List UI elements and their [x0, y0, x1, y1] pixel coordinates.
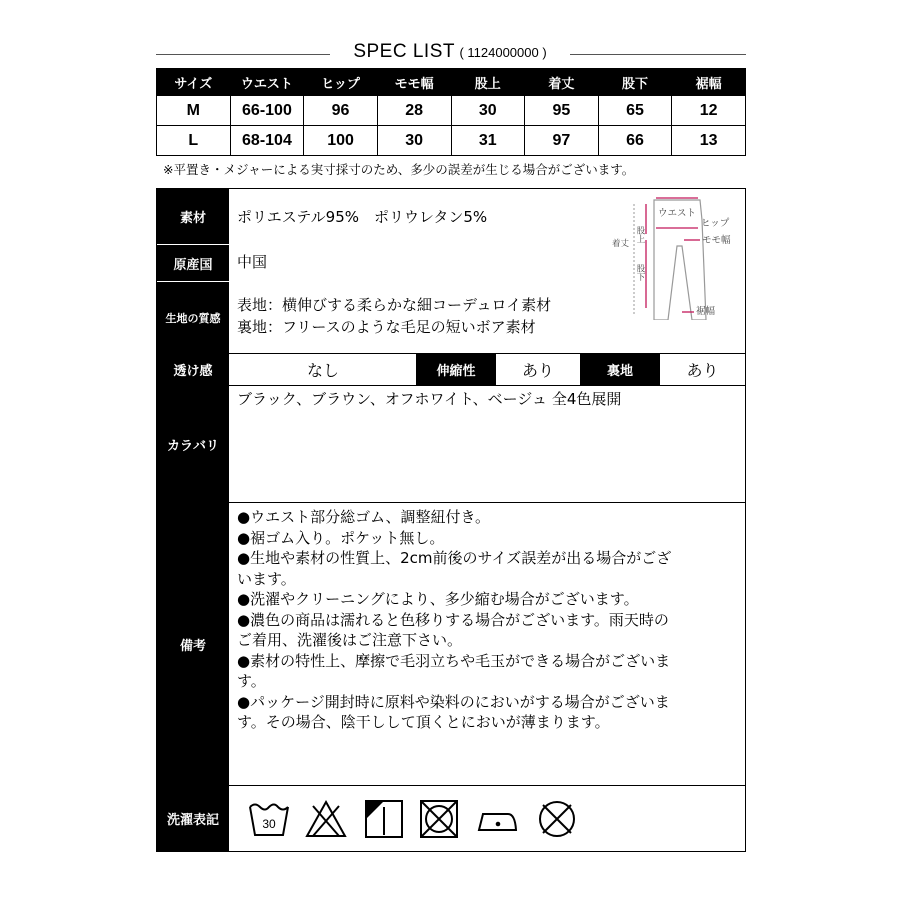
size-cell: M [157, 96, 231, 126]
remark-line: ●パッケージ開封時に原料や染料のにおいがする場合がございま [237, 692, 670, 711]
wash-temp: 30 [262, 817, 276, 831]
remark-line: ●ウエスト部分総ゴム、調整紐付き。 [237, 508, 490, 526]
divider [157, 502, 745, 503]
diagram-thigh-label: モモ幅 [702, 235, 731, 246]
remark-line: ●裾ゴム入り。ポケット無し。 [237, 528, 445, 547]
remark-line: ●素材の特性上、摩擦で毛羽立ちや毛玉ができる場合がございま [237, 651, 671, 670]
product-code: ( 1124000000 ) [459, 45, 547, 60]
divider [157, 385, 745, 386]
no-bleach-icon [304, 797, 348, 841]
remark-line: す。 [237, 672, 266, 690]
diagram-hem-label: 裾幅 [696, 306, 716, 317]
header-cell: ヒップ [304, 69, 378, 96]
size-cell: 65 [598, 96, 672, 126]
size-cell: 66 [598, 126, 672, 156]
fabric-inner: 裏地：フリースのような毛足の短いボア素材 [237, 318, 536, 336]
header-cell: 股下 [598, 69, 672, 96]
size-cell: 31 [451, 126, 525, 156]
wash-30-icon [247, 797, 291, 841]
origin-label: 原産国 [157, 245, 229, 281]
material-label: 素材 [157, 189, 229, 244]
page-title [330, 41, 570, 69]
no-tumble-dry-icon [417, 797, 461, 841]
header-cell: モモ幅 [377, 69, 451, 96]
size-header-row [157, 69, 746, 96]
size-table [156, 68, 746, 156]
divider [157, 785, 745, 786]
remarks-list [237, 507, 671, 733]
table-row [157, 96, 746, 126]
header-cell: 着丈 [525, 69, 599, 96]
title-rule-right [564, 54, 746, 55]
line-dry-shade-icon [362, 797, 406, 841]
size-cell: 13 [672, 126, 746, 156]
care-label: 洗濯表記 [157, 786, 229, 851]
diagram-rise-label: 股上 [635, 226, 645, 243]
remark-line: す。その場合、陰干しして頂くとにおいが薄まります。 [237, 713, 610, 731]
material-value: ポリエステル95% ポリウレタン5% [237, 208, 488, 226]
colors-value: ブラック、ブラウン、オフホワイト、ベージュ 全4色展開 [237, 390, 622, 408]
lining-value: あり [686, 361, 719, 380]
measurement-note: ※平置き・メジャーによる実寸採寸のため、多少の誤差が生じる場合がございます。 [163, 162, 635, 177]
size-cell: 68-104 [230, 126, 304, 156]
header-cell: 股上 [451, 69, 525, 96]
size-cell: L [157, 126, 231, 156]
remark-line: ご着用、洗濯後はご注意下さい。 [237, 631, 463, 649]
size-cell: 30 [377, 126, 451, 156]
lining-label: 裏地 [580, 354, 660, 385]
stretch-label: 伸縮性 [416, 354, 496, 385]
iron-low-icon [475, 797, 519, 841]
fabric-outer: 表地：横伸びする柔らかな細コーデュロイ素材 [237, 296, 552, 314]
diagram-length-label: 着丈 [612, 239, 630, 249]
remark-line: ●洗濯やクリーニングにより、多少縮む場合がございます。 [237, 590, 639, 608]
sheer-label: 透け感 [157, 354, 229, 385]
size-cell: 95 [525, 96, 599, 126]
no-dry-clean-icon [535, 797, 579, 841]
stretch-value: あり [521, 361, 554, 380]
header-cell: 裾幅 [672, 69, 746, 96]
size-cell: 30 [451, 96, 525, 126]
title-text: SPEC LIST [353, 41, 455, 62]
diagram-hip-label: ヒップ [701, 218, 730, 229]
header-cell: サイズ [157, 69, 231, 96]
diagram-waist-label: ウエスト [658, 208, 697, 219]
header-cell: ウエスト [230, 69, 304, 96]
fabric-label: 生地の質感 [157, 282, 229, 353]
remark-line: ●生地や素材の性質上、2cm前後のサイズ誤差が出る場合がござ [237, 549, 672, 567]
size-cell: 66-100 [230, 96, 304, 126]
remarks-label: 備考 [157, 503, 229, 785]
colors-label: カラバリ [157, 386, 229, 502]
sheer-value: なし [306, 361, 339, 380]
size-cell: 12 [672, 96, 746, 126]
remark-line: ●濃色の商品は濡れると色移りする場合がございます。雨天時の [237, 610, 669, 629]
size-cell: 28 [377, 96, 451, 126]
size-cell: 96 [304, 96, 378, 126]
origin-value: 中国 [237, 253, 268, 271]
size-cell: 97 [525, 126, 599, 156]
pants-diagram [610, 190, 740, 320]
title-rule-left [156, 54, 336, 55]
size-cell: 100 [304, 126, 378, 156]
remark-line: います。 [237, 569, 296, 588]
diagram-inseam-label: 股下 [635, 264, 645, 281]
table-row [157, 126, 746, 156]
